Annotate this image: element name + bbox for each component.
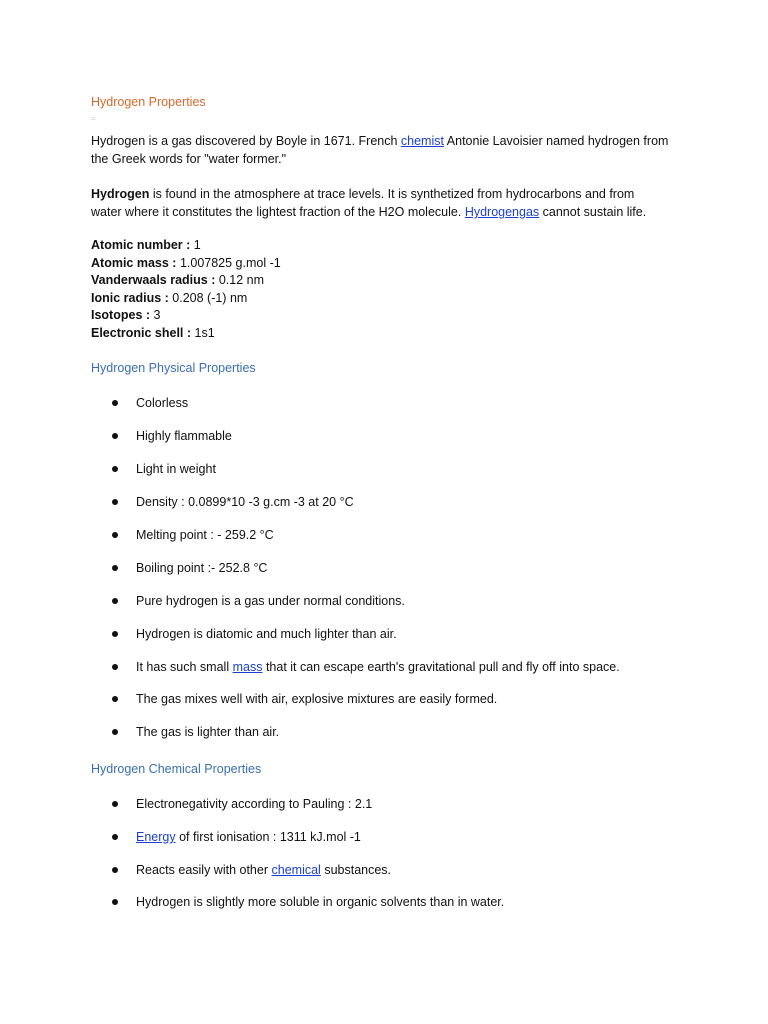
bullet-icon <box>112 867 118 873</box>
property-row: Atomic mass : 1.007825 g.mol -1 <box>91 255 281 270</box>
list-item: Boiling point :- 252.8 °C <box>136 561 268 575</box>
hydrogengas-link[interactable]: Hydrogengas <box>464 205 540 219</box>
bullet-icon <box>112 598 118 604</box>
bullet-icon <box>112 664 118 670</box>
list-item: Colorless <box>136 396 189 410</box>
list-item: Electronegativity according to Pauling : 2.1 <box>136 797 373 811</box>
chemical-heading: Hydrogen Chemical Properties <box>91 762 262 776</box>
bullet-icon <box>112 499 118 505</box>
mass-link[interactable]: mass <box>232 660 263 674</box>
list-item: Hydrogen is diatomic and much lighter than air. <box>136 627 397 641</box>
list-item: Light in weight <box>136 462 216 476</box>
marker: = <box>91 114 96 123</box>
bullet-icon <box>112 631 118 637</box>
bullet-icon <box>112 433 118 439</box>
list-item: Hydrogen is slightly more soluble in organic solvents than in water. <box>136 895 505 909</box>
bullet-icon <box>112 801 118 807</box>
list-item: Density : 0.0899*10 -3 g.cm -3 at 20 °C <box>136 495 354 509</box>
bullet-icon <box>112 696 118 702</box>
list-item: Highly flammable <box>136 429 232 443</box>
list-item: Reacts easily with other chemical substances. <box>136 863 392 877</box>
atomic-properties <box>91 237 281 342</box>
list-item: Energy of first ionisation : 1311 kJ.mol -1 <box>136 830 361 844</box>
chemical-link[interactable]: chemical <box>271 863 321 877</box>
bullet-icon <box>112 899 118 905</box>
bullet-icon <box>112 729 118 735</box>
property-row: Isotopes : 3 <box>91 308 161 322</box>
list-item: It has such small mass that it can escape earth's gravitational pull and fly off into space. <box>136 660 620 674</box>
intro-paragraph-2: Hydrogen is found in the atmosphere at trace levels. It is synthetized from hydrocarbons and from water where it constitutes the lightest fraction of the H2O molecule. Hydrogengas cannot sustain life. <box>91 187 647 219</box>
energy-link[interactable]: Energy <box>136 830 176 844</box>
physical-heading: Hydrogen Physical Properties <box>91 361 256 375</box>
intro-paragraph-1: Hydrogen is a gas discovered by Boyle in 1671. French chemist Antonie Lavoisier named hydrogen from the Greek words for "water former." <box>91 134 669 166</box>
page-title: Hydrogen Properties <box>91 95 206 109</box>
bullet-icon <box>112 834 118 840</box>
bullet-icon <box>112 400 118 406</box>
property-row: Atomic number : 1 <box>91 238 201 252</box>
list-item: The gas is lighter than air. <box>136 725 280 739</box>
bullet-icon <box>112 466 118 472</box>
list-item: Pure hydrogen is a gas under normal conditions. <box>136 594 405 608</box>
property-row: Electronic shell : 1s1 <box>91 325 215 340</box>
bullet-icon <box>112 565 118 571</box>
chemist-link[interactable]: chemist <box>400 134 444 148</box>
bullet-icon <box>112 532 118 538</box>
list-item: The gas mixes well with air, explosive mixtures are easily formed. <box>136 692 498 706</box>
property-row: Vanderwaals radius : 0.12 nm <box>91 273 265 287</box>
property-row: Ionic radius : 0.208 (-1) nm <box>91 290 248 305</box>
list-item: Melting point : - 259.2 °C <box>136 528 274 542</box>
